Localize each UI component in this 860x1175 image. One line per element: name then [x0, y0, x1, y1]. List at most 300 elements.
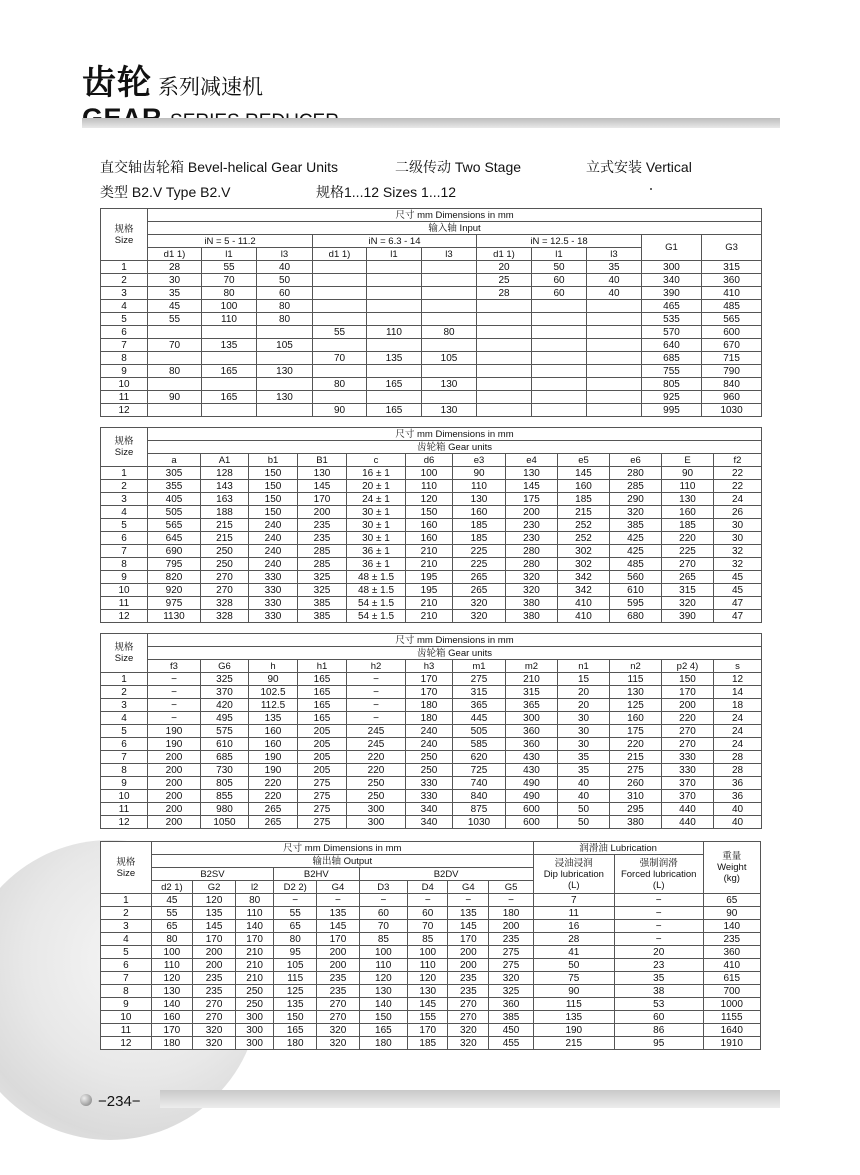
table-cell: 130: [408, 985, 448, 998]
table-cell: 120: [406, 493, 453, 506]
col-header: a: [148, 454, 201, 467]
table-cell: 245: [347, 738, 406, 751]
table-cell: −: [408, 894, 448, 907]
table-cell: [422, 339, 477, 352]
table-cell: 210: [406, 558, 453, 571]
table-cell: 280: [506, 545, 558, 558]
table-cell: 35: [558, 751, 610, 764]
table-cell: 135: [317, 907, 359, 920]
table-cell: 390: [642, 287, 702, 300]
table-cell: 65: [703, 894, 760, 907]
table-cell: −: [614, 894, 703, 907]
table-row: [101, 339, 762, 352]
table-cell: 125: [610, 699, 662, 712]
table-cell: 120: [359, 972, 408, 985]
table-cell: 120: [192, 894, 235, 907]
table-cell: 165: [202, 365, 257, 378]
size-cell: 8: [101, 764, 148, 777]
table-cell: 360: [489, 998, 533, 1011]
table-row: [101, 725, 762, 738]
table-cell: [532, 300, 587, 313]
table-cell: −: [347, 686, 406, 699]
table-cell: 60: [614, 1011, 703, 1024]
table-cell: 60: [257, 287, 313, 300]
table-cell: 28: [714, 764, 762, 777]
table-row: [101, 480, 762, 493]
table-cell: 300: [236, 1037, 274, 1050]
table-cell: 11: [533, 907, 614, 920]
table-cell: 30: [558, 725, 610, 738]
table-cell: 180: [489, 907, 533, 920]
table-row: [101, 907, 761, 920]
size-cell: 1: [101, 467, 148, 480]
table-cell: 190: [249, 751, 298, 764]
table-cell: 790: [702, 365, 762, 378]
table-cell: 160: [249, 725, 298, 738]
ratio-group-1: iN = 5 - 11.2: [148, 235, 313, 248]
table-cell: [587, 326, 642, 339]
table-cell: 28: [714, 751, 762, 764]
table-cell: [532, 365, 587, 378]
col-header: d1 1): [313, 248, 367, 261]
table-cell: 270: [192, 998, 235, 1011]
table-row: [101, 287, 762, 300]
table-cell: −: [347, 699, 406, 712]
table-cell: 20 ± 1: [347, 480, 406, 493]
size-cell: 6: [101, 738, 148, 751]
table-cell: 140: [151, 998, 192, 1011]
table-cell: 210: [236, 946, 274, 959]
gear-units-table-2: [100, 633, 762, 829]
col-header: e5: [558, 454, 610, 467]
table-cell: 300: [236, 1024, 274, 1037]
table-cell: 110: [406, 480, 453, 493]
table-cell: 200: [317, 946, 359, 959]
table-cell: −: [448, 894, 489, 907]
output-shaft-table: [100, 841, 761, 1050]
table-cell: 130: [257, 365, 313, 378]
size-cell: 8: [101, 352, 148, 365]
table-cell: 265: [249, 816, 298, 829]
col-header: G4: [317, 881, 359, 894]
table-cell: 225: [662, 545, 714, 558]
table-cell: 265: [453, 584, 506, 597]
table-cell: 235: [317, 972, 359, 985]
table-cell: 820: [148, 571, 201, 584]
table-cell: 250: [236, 998, 274, 1011]
table-cell: 50: [533, 959, 614, 972]
table-cell: 920: [148, 584, 201, 597]
table-cell: 135: [192, 907, 235, 920]
table-cell: 180: [406, 712, 453, 725]
table-cell: 210: [506, 673, 558, 686]
table-cell: [587, 365, 642, 378]
table-cell: [477, 391, 532, 404]
table-cell: 1910: [703, 1037, 760, 1050]
table-cell: 980: [201, 803, 249, 816]
col-header: G2: [192, 881, 235, 894]
table-cell: 24: [714, 738, 762, 751]
table-cell: 430: [506, 751, 558, 764]
table-row: [101, 1011, 761, 1024]
table-cell: 360: [703, 946, 760, 959]
table-cell: 28: [533, 933, 614, 946]
col-header: G4: [448, 881, 489, 894]
table-cell: 600: [506, 803, 558, 816]
dot-mark: [650, 188, 652, 190]
table-row: [101, 532, 762, 545]
table-cell: 55: [274, 907, 317, 920]
table-cell: 490: [506, 777, 558, 790]
size-cell: 4: [101, 712, 148, 725]
table-cell: 160: [406, 532, 453, 545]
table-row: [101, 751, 762, 764]
table-cell: 45: [151, 894, 192, 907]
table-cell: [367, 287, 422, 300]
table-cell: 485: [702, 300, 762, 313]
table-cell: 165: [359, 1024, 408, 1037]
table-cell: 200: [489, 920, 533, 933]
dims-header: 尺寸 mm Dimensions in mm: [148, 634, 762, 647]
table-cell: 190: [148, 738, 201, 751]
col-header: l1: [532, 248, 587, 261]
table-cell: 90: [703, 907, 760, 920]
table-cell: 100: [408, 946, 448, 959]
table-cell: 135: [448, 907, 489, 920]
table-cell: 252: [558, 532, 610, 545]
table-row: [101, 1024, 761, 1037]
table-cell: 280: [610, 467, 662, 480]
table-cell: 220: [610, 738, 662, 751]
table-row: [101, 972, 761, 985]
table-cell: 90: [453, 467, 506, 480]
table-cell: 320: [317, 1037, 359, 1050]
table-cell: 1640: [703, 1024, 760, 1037]
size-header: 规格 Size: [101, 634, 148, 673]
table-cell: 48 ± 1.5: [347, 584, 406, 597]
table-cell: 145: [408, 998, 448, 1011]
table-cell: [257, 378, 313, 391]
table-cell: 150: [662, 673, 714, 686]
table-cell: 235: [448, 972, 489, 985]
table-cell: 610: [610, 584, 662, 597]
size-cell: 4: [101, 933, 152, 946]
table-cell: 80: [274, 933, 317, 946]
group-b2dv: B2DV: [359, 868, 533, 881]
table-cell: 465: [642, 300, 702, 313]
table-cell: 440: [662, 816, 714, 829]
table-cell: 330: [249, 597, 298, 610]
table-row: [101, 352, 762, 365]
col-header: D3: [359, 881, 408, 894]
table-cell: 130: [257, 391, 313, 404]
table-cell: 143: [201, 480, 249, 493]
table-cell: 425: [610, 545, 662, 558]
table-cell: 215: [201, 519, 249, 532]
table-cell: 220: [249, 790, 298, 803]
table-cell: 35: [587, 261, 642, 274]
table-cell: 110: [662, 480, 714, 493]
table-cell: 270: [201, 571, 249, 584]
table-cell: 45: [148, 300, 202, 313]
table-cell: 265: [453, 571, 506, 584]
table-cell: 645: [148, 532, 201, 545]
table-cell: 40: [257, 261, 313, 274]
table-cell: 1050: [201, 816, 249, 829]
table-cell: 585: [453, 738, 506, 751]
col-header: G5: [489, 881, 533, 894]
table-row: [101, 673, 762, 686]
table-cell: 200: [148, 764, 201, 777]
table-cell: 320: [506, 571, 558, 584]
table-cell: [532, 339, 587, 352]
table-cell: 330: [406, 777, 453, 790]
size-cell: 7: [101, 751, 148, 764]
col-header: D4: [408, 881, 448, 894]
table-cell: 165: [298, 686, 347, 699]
table-cell: −: [614, 907, 703, 920]
table-cell: 235: [298, 532, 347, 545]
size-header: 规格 Size: [101, 209, 148, 261]
col-header: h2: [347, 660, 406, 673]
table-cell: 270: [317, 1011, 359, 1024]
table-cell: 505: [453, 725, 506, 738]
table-cell: 315: [662, 584, 714, 597]
table-cell: 200: [662, 699, 714, 712]
size-cell: 5: [101, 725, 148, 738]
table-cell: 170: [236, 933, 274, 946]
table-cell: 220: [347, 751, 406, 764]
table-cell: 65: [274, 920, 317, 933]
ratio-group-3: iN = 12.5 - 18: [477, 235, 642, 248]
table-cell: 40: [587, 287, 642, 300]
table-cell: 340: [642, 274, 702, 287]
table-cell: 342: [558, 584, 610, 597]
table-cell: 565: [702, 313, 762, 326]
table-cell: 70: [408, 920, 448, 933]
table-cell: 265: [662, 571, 714, 584]
table-cell: 325: [489, 985, 533, 998]
table-cell: 740: [453, 777, 506, 790]
table-cell: 35: [148, 287, 202, 300]
table-cell: 1130: [148, 610, 201, 623]
gear-units-table-1: [100, 427, 762, 623]
table-cell: 680: [610, 610, 662, 623]
table-cell: 200: [298, 506, 347, 519]
table-cell: 370: [201, 686, 249, 699]
table-cell: 855: [201, 790, 249, 803]
table-cell: 285: [610, 480, 662, 493]
table-cell: 220: [347, 764, 406, 777]
table-cell: 270: [448, 998, 489, 1011]
col-header: G1: [642, 235, 702, 261]
table-cell: 160: [558, 480, 610, 493]
table-cell: 160: [406, 519, 453, 532]
col-header: l3: [257, 248, 313, 261]
table-cell: 125: [274, 985, 317, 998]
table-cell: 295: [610, 803, 662, 816]
table-cell: 22: [714, 480, 762, 493]
table-cell: 235: [448, 985, 489, 998]
table-cell: 235: [192, 972, 235, 985]
table-cell: 40: [714, 803, 762, 816]
table-cell: [313, 300, 367, 313]
table-cell: −: [489, 894, 533, 907]
size-cell: 10: [101, 790, 148, 803]
table-cell: [202, 326, 257, 339]
table-cell: 595: [610, 597, 662, 610]
table-cell: 275: [298, 790, 347, 803]
page-number: −234−: [98, 1093, 141, 1110]
col-header: B1: [298, 454, 347, 467]
table-cell: 330: [406, 790, 453, 803]
table-cell: 328: [201, 597, 249, 610]
table-cell: 135: [274, 998, 317, 1011]
footer-rule: [160, 1090, 780, 1108]
table-cell: [148, 326, 202, 339]
table-cell: 420: [201, 699, 249, 712]
table-cell: 215: [201, 532, 249, 545]
table-cell: 90: [533, 985, 614, 998]
col-header: m2: [506, 660, 558, 673]
table-cell: 410: [702, 287, 762, 300]
table-cell: 38: [614, 985, 703, 998]
table-cell: 130: [610, 686, 662, 699]
table-cell: 130: [422, 378, 477, 391]
col-header: l2: [236, 881, 274, 894]
table-cell: 18: [714, 699, 762, 712]
table-cell: 145: [192, 920, 235, 933]
table-cell: 275: [489, 959, 533, 972]
table-cell: [257, 352, 313, 365]
table-cell: 60: [532, 274, 587, 287]
table-cell: 370: [662, 790, 714, 803]
table-cell: [477, 365, 532, 378]
header-rule: [82, 118, 780, 128]
table-cell: 330: [249, 584, 298, 597]
table-cell: 215: [610, 751, 662, 764]
table-cell: 130: [151, 985, 192, 998]
table-cell: 150: [249, 493, 298, 506]
table-cell: 365: [506, 699, 558, 712]
table-cell: 112.5: [249, 699, 298, 712]
table-cell: 90: [662, 467, 714, 480]
table-row: [101, 699, 762, 712]
table-cell: 80: [202, 287, 257, 300]
table-cell: 235: [317, 985, 359, 998]
table-cell: 410: [558, 610, 610, 623]
table-row: [101, 816, 762, 829]
table-cell: 995: [642, 404, 702, 417]
size-cell: 1: [101, 894, 152, 907]
col-header: D2 2): [274, 881, 317, 894]
table-cell: 315: [506, 686, 558, 699]
table-cell: 315: [453, 686, 506, 699]
table-cell: 875: [453, 803, 506, 816]
table-cell: 270: [662, 738, 714, 751]
table-cell: 270: [192, 1011, 235, 1024]
col-header: e6: [610, 454, 662, 467]
table-cell: 80: [257, 300, 313, 313]
table-cell: 120: [151, 972, 192, 985]
table-cell: 250: [406, 751, 453, 764]
table-cell: 385: [298, 610, 347, 623]
size-cell: 11: [101, 597, 148, 610]
table-cell: 165: [298, 712, 347, 725]
table-cell: 342: [558, 571, 610, 584]
table-cell: 80: [236, 894, 274, 907]
table-cell: 145: [298, 480, 347, 493]
table-cell: 160: [151, 1011, 192, 1024]
table-cell: 300: [236, 1011, 274, 1024]
table-cell: [367, 313, 422, 326]
table-cell: 115: [533, 998, 614, 1011]
table-cell: 300: [642, 261, 702, 274]
size-cell: 9: [101, 365, 148, 378]
table-cell: 450: [489, 1024, 533, 1037]
table-cell: 170: [406, 673, 453, 686]
table-cell: 150: [274, 1011, 317, 1024]
table-cell: 205: [298, 764, 347, 777]
col-header: E: [662, 454, 714, 467]
group-b2hv: B2HV: [274, 868, 359, 881]
table-row: [101, 803, 762, 816]
table-cell: 275: [298, 803, 347, 816]
table-cell: 290: [610, 493, 662, 506]
table-cell: 86: [614, 1024, 703, 1037]
table-cell: 22: [714, 467, 762, 480]
table-cell: 795: [148, 558, 201, 571]
table-cell: 270: [662, 725, 714, 738]
bullet-icon: [80, 1094, 92, 1106]
table-cell: 300: [347, 816, 406, 829]
table-cell: 28: [477, 287, 532, 300]
table-cell: 170: [448, 933, 489, 946]
table-cell: 170: [408, 1024, 448, 1037]
table-row: [101, 571, 762, 584]
table-cell: [587, 300, 642, 313]
table-cell: 495: [201, 712, 249, 725]
table-cell: 220: [662, 532, 714, 545]
table-cell: 170: [192, 933, 235, 946]
table-row: [101, 764, 762, 777]
table-cell: 240: [249, 532, 298, 545]
table-cell: 320: [506, 584, 558, 597]
table-cell: 725: [453, 764, 506, 777]
table-cell: 235: [192, 985, 235, 998]
table-cell: 340: [406, 803, 453, 816]
col-header: h3: [406, 660, 453, 673]
table-cell: 215: [533, 1037, 614, 1050]
table-cell: −: [347, 712, 406, 725]
table-cell: 205: [298, 751, 347, 764]
table-cell: [202, 404, 257, 417]
table-cell: [477, 378, 532, 391]
table-cell: 275: [610, 764, 662, 777]
table-cell: −: [148, 686, 201, 699]
dip-lubrication-header: 浸油浸润 Dip lubrication (L): [533, 855, 614, 894]
table-cell: 160: [662, 506, 714, 519]
table-cell: 47: [714, 610, 762, 623]
table-cell: 95: [614, 1037, 703, 1050]
table-cell: 30: [558, 738, 610, 751]
input-header: 输入轴 Input: [148, 222, 762, 235]
table-cell: 385: [610, 519, 662, 532]
table-cell: 600: [702, 326, 762, 339]
table-cell: 235: [298, 519, 347, 532]
table-cell: 60: [359, 907, 408, 920]
table-cell: 975: [148, 597, 201, 610]
